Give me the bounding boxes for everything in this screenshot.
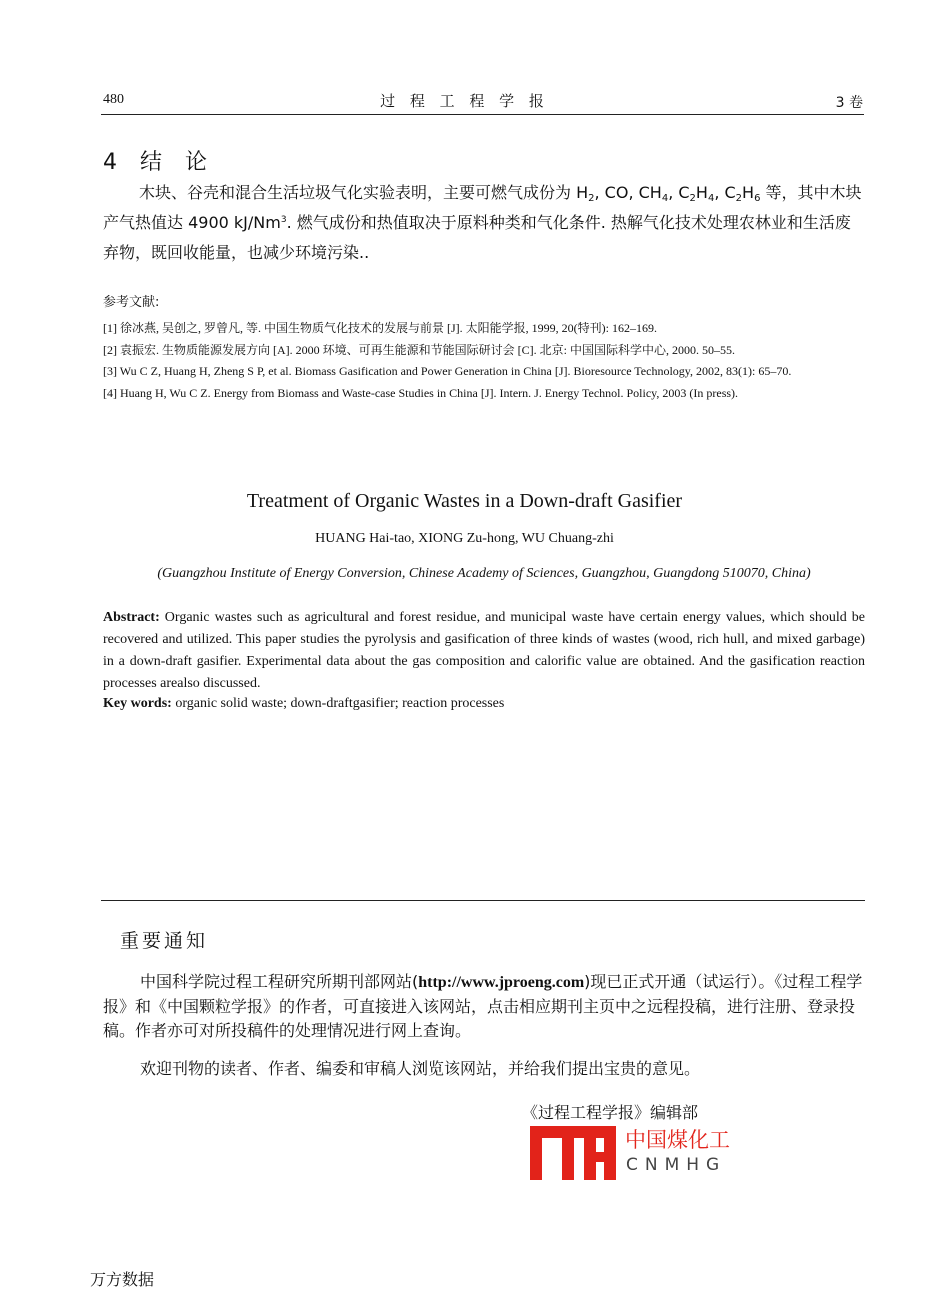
notice-title: 重要通知 xyxy=(120,930,209,952)
references-title: 参考文献: xyxy=(103,295,160,310)
notice-signature: 《过程工程学报》编辑部 xyxy=(522,1103,699,1122)
reference-item: [4] Huang H, Wu C Z. Energy from Biomass and Waste-case Studies in China [J]. Intern. J. Energy Technol. Policy, 2003 (In press). xyxy=(103,385,739,400)
notice-rule xyxy=(101,900,865,901)
section-body: 木块、谷壳和混合生活垃圾气化实验表明，主要可燃气成份为 $H_2$, CO, $CH_4$, $C_2H_4$, $C_2H_6$ 等，其中木块产气热值达 4900 kJ/Nm$^3$. 燃气成份和热值取决于原料种类和气化条件. 热解气化技术处理农林业和生活废弃物，既回收能量，也减少环境污染.. xyxy=(103,183,862,262)
header-rule xyxy=(101,114,864,115)
reference-item: [1] 徐冰燕, 吴创之, 罗曾凡, 等. 中国生物质气化技术的发展与前景 [J]. 太阳能学报, 1999, 20(特刊): 162–169. xyxy=(103,321,657,335)
notice-paragraph: 欢迎刊物的读者、作者、编委和审稿人浏览该网站，并给我们提出宝贵的意见。 xyxy=(140,1059,701,1078)
logo-cn-text: 中国煤化工 xyxy=(625,1128,730,1152)
keywords-label: Key words: xyxy=(103,696,172,711)
notice-paragraph: 中国科学院过程工程研究所期刊部网站(http://www.jproeng.com)现已正式开通（试运行）。《过程工程学报》和《中国颗粒学报》的作者，可直接进入该网站，点击相应期刊主页中之远程投稿，进行注册、登录投稿。作者亦可对所投稿件的处理情况进行网上查询。 xyxy=(103,972,863,1040)
english-title: Treatment of Organic Wastes in a Down-draft Gasifier xyxy=(246,490,683,512)
section-title: 4 结 论 xyxy=(103,150,215,175)
footer-watermark: 万方数据 xyxy=(90,1270,155,1289)
abstract-label: Abstract: xyxy=(103,610,160,625)
volume-label: 3 卷 xyxy=(835,95,863,111)
page-number: 480 xyxy=(103,92,124,107)
references-list xyxy=(103,318,865,404)
keywords-text: organic solid waste; down-draftgasifier; reaction processes xyxy=(171,696,505,711)
journal-name: 过 程 工 程 学 报 xyxy=(380,92,549,110)
abstract-text: Organic wastes such as agricultural and forest residue, and municipal waste have certain energy values, which should be recovered and utilized. This paper studies the pyrolysis and gasification of three kinds of wastes (wood, rich hull, and mixed garbage) in a down-draft gasifier. Experimental data about the gas composition and calorific value are obtained. And the gasification reaction processes arealso discussed. xyxy=(103,610,865,691)
english-authors: HUANG Hai-tao, XIONG Zu-hong, WU Chuang-zhi xyxy=(315,531,614,546)
english-abstract xyxy=(103,607,865,695)
english-affiliation: (Guangzhou Institute of Energy Conversion, Chinese Academy of Sciences, Guangzhou, Guangdong 510070, China) xyxy=(157,566,811,581)
logo-en-text: CNMHG xyxy=(626,1155,727,1175)
reference-item: [2] 袁振宏. 生物质能源发展方向 [A]. 2000 环境、可再生能源和节能国际研讨会 [C]. 北京: 中国国际科学中心, 2000. 50–55. xyxy=(103,342,735,357)
reference-item: [3] Wu C Z, Huang H, Zheng S P, et al. Biomass Gasification and Power Generation in China [J]. Bioresource Technology, 2002, 83(1): 65–70. xyxy=(103,364,792,378)
website-link[interactable]: http://www.jproeng.com xyxy=(418,974,585,991)
english-keywords xyxy=(103,693,865,715)
